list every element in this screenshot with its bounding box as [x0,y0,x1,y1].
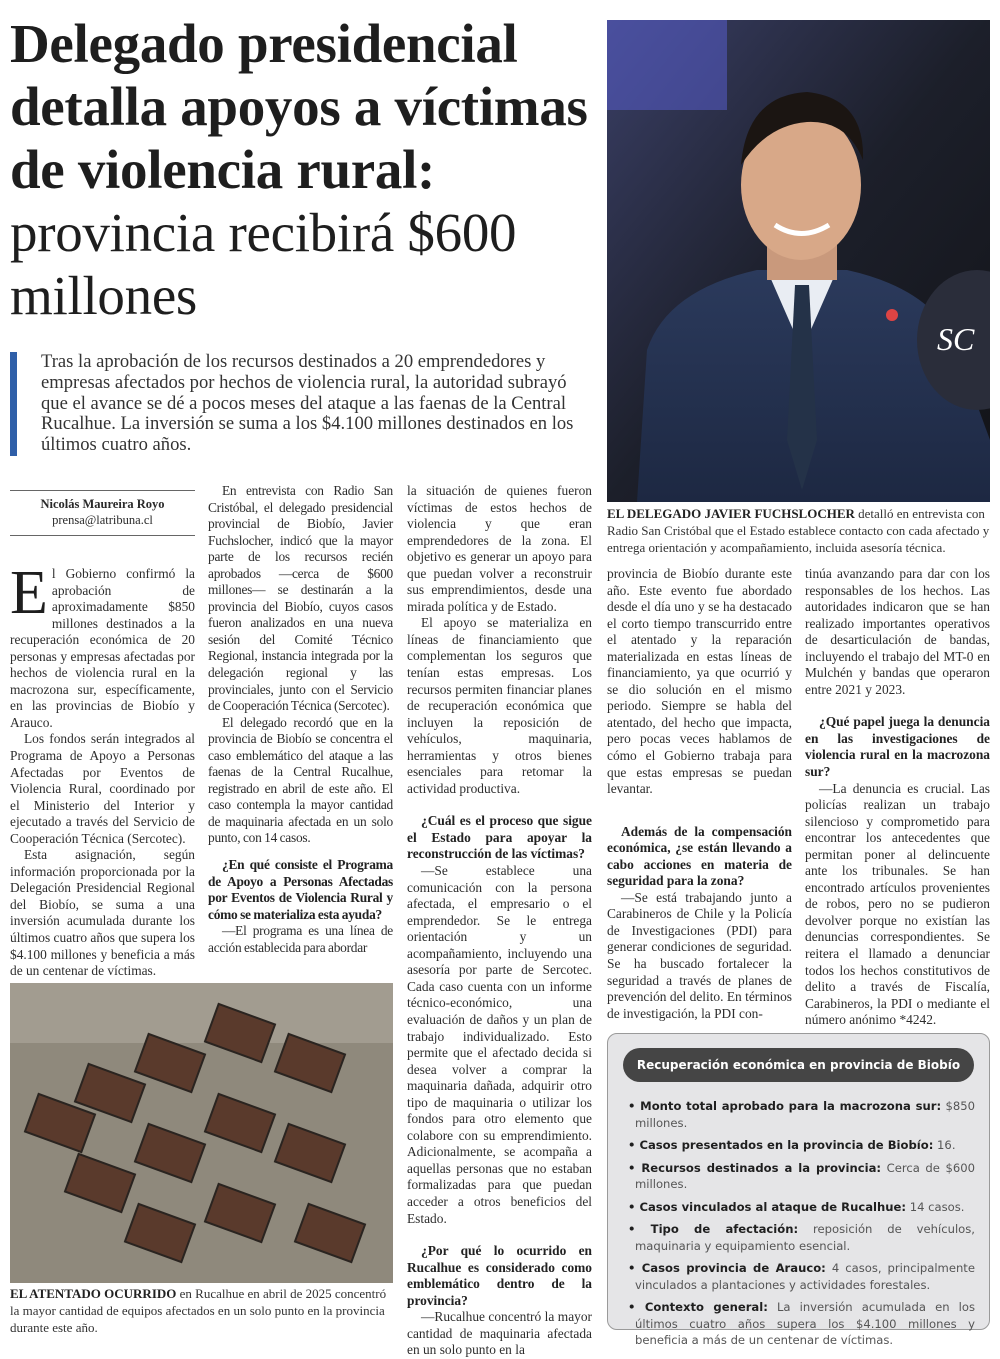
interview-question: ¿Cuál es el proceso que sigue el Estado para apoyar la reconstrucción de las víctimas? [407,813,592,862]
summary-item: • Monto total aprobado para la macrozona sur: $850 millones. [628,1099,975,1130]
paragraph: Los fondos serán integrados al Programa de Apoyo a Personas Afectadas por Eventos de Violencia Rural, coordinado por el Ministerio del Interior y ejecutado a través del Servicio de Cooperación Técnica (Sercotec). [10,731,195,846]
drop-cap: E [10,559,48,627]
paragraph: En entrevista con Radio San Cristóbal, el delegado presidencial provincial de Biobío, Javier Fuchslocher, indicó que la mayor parte de los recursos recién aprobados —cerca de $600 millones— se destinarán a la provincia del Biobío, cuyos casos fueron analizados en una nueva sesión del Comité Técnico Regional, instancia integrada por la delegación regional y las provinciales, junto con el Servicio de Cooperación Técnica (Sercotec). [208,483,393,714]
bullet-icon: • [628,1160,642,1175]
author-name: Nicolás Maureira Royo [40,497,165,511]
caption-text: en Rucalhue en abril de 2025 concentró la mayor cantidad de equipos afectados en un solo punto en la provincia durante este año. [10,1286,387,1335]
lede: Tras la aprobación de los recursos destinados a 20 emprendedores y empresas afectados por hechos de violencia rural, la autoridad subrayó que el avance se dé a pocos meses del ataque a las faenas de la Central Rucalhue. La inversión se suma a los $4.100 millones destinados en los últimos cuatro años. [10,352,580,456]
paragraph: —El programa es una línea de acción establecida para abordar [208,923,393,955]
bullet-icon: • [628,1300,645,1314]
burned-trucks-image [10,983,393,1283]
summary-list [628,1098,975,1349]
paragraph: provincia de Biobío durante este año. Este evento fue abordado desde el día uno y se ha destacado el corto tiempo transcurrido entre el atentado y la reparación materializada en estas líneas de financiamiento, ya que ocurrió y se dio solución en el mismo periodo. Siempre se habla del atentado, del hecho que impacta, pero pocas veces hablamos de cómo el Gobierno trabaja para que estas empresas se puedan levantar. [607,566,792,797]
burned-trucks-photo [10,983,393,1283]
bullet-icon: • [628,1222,651,1236]
summary-item: • Recursos destinados a la provincia: Cerca de $600 millones. [628,1160,976,1191]
summary-item: • Casos presentados en la provincia de Biobío: 16. [628,1138,956,1152]
article-column-4 [607,566,792,1022]
caption-text: detalló en entrevista con Radio San Cristóbal que el Estado establece contacto con cada afectado y entrega orientación y acompañamiento, incluida asesoría técnica. [607,506,990,555]
summary-item: • Casos provincia de Arauco: 4 casos, principalmente vinculados a plantaciones y actividades forestales. [628,1261,975,1292]
bullet-icon: • [628,1261,642,1275]
headline-regular: provincia recibirá $600 millones [10,202,517,326]
byline [10,490,195,536]
interview-question: ¿En qué consiste el Programa de Apoyo a Personas Afectadas por Eventos de Violencia Rural y cómo se materializa esta ayuda? [208,857,393,922]
paragraph: —La denuncia es crucial. Las policías realizan un trabajo silencioso y comprometido para encontrar los antecedentes que permitan poner al delincuente ante los tribunales. Se han encontrado artículos provenientes de robos, pero no se pudieron devolver porque no existían las denuncias correspondientes. Se reitera el llamado a denunciar todos los hechos constitutivos de delito a través de Fiscalía, Carabineros, la PDI o mediante el número anónimo *4242. [805,780,990,1028]
delegate-portrait-image [607,20,990,502]
paragraph: l Gobierno confirmó la aprobación de aproximadamente $850 millones destinados a la recuperación económica de 20 personas y empresas afectadas por hechos de violencia rural en la macrozona sur, específicamente, en las provincias de Biobío y Arauco. [10,566,195,730]
interview-question: ¿Por qué lo ocurrido en Rucalhue es considerado como emblemático dentro de la provincia? [407,1243,592,1308]
interview-question: Además de la compensación económica, ¿se están llevando a cabo acciones en materia de seguridad para la zona? [607,823,792,889]
paragraph: El delegado recordó que en la provincia de Biobío se concentra el caso emblemático del ataque a las faenas de la Central Rucalhue, registrado en abril de este año. El caso contempla la mayor cantidad de maquinaria afectada en un solo punto, con 14 casos. [208,714,393,846]
summary-item: • Casos vinculados al ataque de Rucalhue: 14 casos. [628,1199,965,1214]
bullet-icon: • [628,1099,641,1113]
article-column-2 [208,483,393,956]
delegate-photo [607,20,990,502]
paragraph: la situación de quienes fueron víctimas de estos hechos de violencia y que eran emprendedores de la zona. El objetivo es generar un apoyo para que puedan volver a reconstruir sus emprendimientos, desde una mirada política y de Estado. [407,483,592,614]
mic-logo: SC [937,321,975,357]
caption-lead: EL ATENTADO OCURRIDO [10,1286,177,1301]
headline-bold: Delegado presidencial detalla apoyos a víctimas de violencia rural: [10,13,588,200]
article-column-3 [407,483,592,1359]
paragraph: Esta asignación, según información proporcionada por la Delegación Presidencial Regional del Biobío, se suma a una inversión acumulada durante los últimos cuatro años que supera los $4.100 millones y beneficia a más de un centenar de víctimas. [10,847,195,979]
photo-caption-delegate [607,505,992,556]
interview-question: ¿Qué papel juega la denuncia en las investigaciones de violencia rural en la macrozona sur? [805,714,990,780]
photo-caption-trucks [10,1285,395,1336]
paragraph: —Se establece una comunicación con la persona afectada, el empresario o el emprendedor. Se le entrega orientación y un acompañamiento, incluyendo una asesoría por parte de Sercotec. Cada caso cuenta con un informe técnico-económico, una evaluación de daños y un plan de trabajo individualizado. Esto permite que el afectado decida si desea volver a comprar la maquinaria dañada, adquirir otro tipo de maquinaria o utilizar los fondos para otro elemento que colabore con su emprendimiento. Adicionalmente, se acompaña a aquellas personas que no estaban formalizadas para que puedan acceder a otros beneficios del Estado. [407,863,592,1226]
bullet-icon: • [628,1199,640,1214]
summary-box-title: Recuperación económica en provincia de Biobío [623,1048,974,1082]
bullet-icon: • [628,1138,640,1152]
article-column-5 [805,566,990,1029]
author-email[interactable]: prensa@latribuna.cl [52,513,153,527]
paragraph: El apoyo se materializa en líneas de financiamiento que complementan los seguros que tenían estas empresas. Los recursos permiten financiar planes de recuperación económica que incluyen la reposición de vehículos, maquinaria, herramientas y otros bienes esenciales para retomar la actividad productiva. [407,615,592,796]
paragraph: tinúa avanzando para dar con los responsables de los hechos. Las autoridades indicaron que se han realizado importantes operativos de desarticulación de bandas, incluyendo el trabajo del MT-0 en Mulchén y bandas que operaron entre 2021 y 2023. [805,566,990,697]
summary-item: • Contexto general: La inversión acumulada en los últimos cuatro años supera los $4.100 millones y beneficia a más de un centenar de víctimas. [628,1300,975,1347]
summary-item: • Tipo de afectación: reposición de vehículos, maquinaria y equipamiento esencial. [628,1222,975,1253]
paragraph: —Se está trabajando junto a Carabineros de Chile y la Policía de Investigaciones (PDI) para generar condiciones de seguridad. Se ha buscado fortalecer la seguridad a través de planes de prevención del delito. En términos de investigación, la PDI con- [607,889,792,1021]
caption-lead: EL DELEGADO JAVIER FUCHSLOCHER [607,506,855,521]
headline [10,12,600,327]
article-column-1 [10,559,195,980]
summary-box [607,1033,990,1347]
paragraph: —Rucalhue concentró la mayor cantidad de maquinaria afectada en un solo punto en la [407,1309,592,1358]
